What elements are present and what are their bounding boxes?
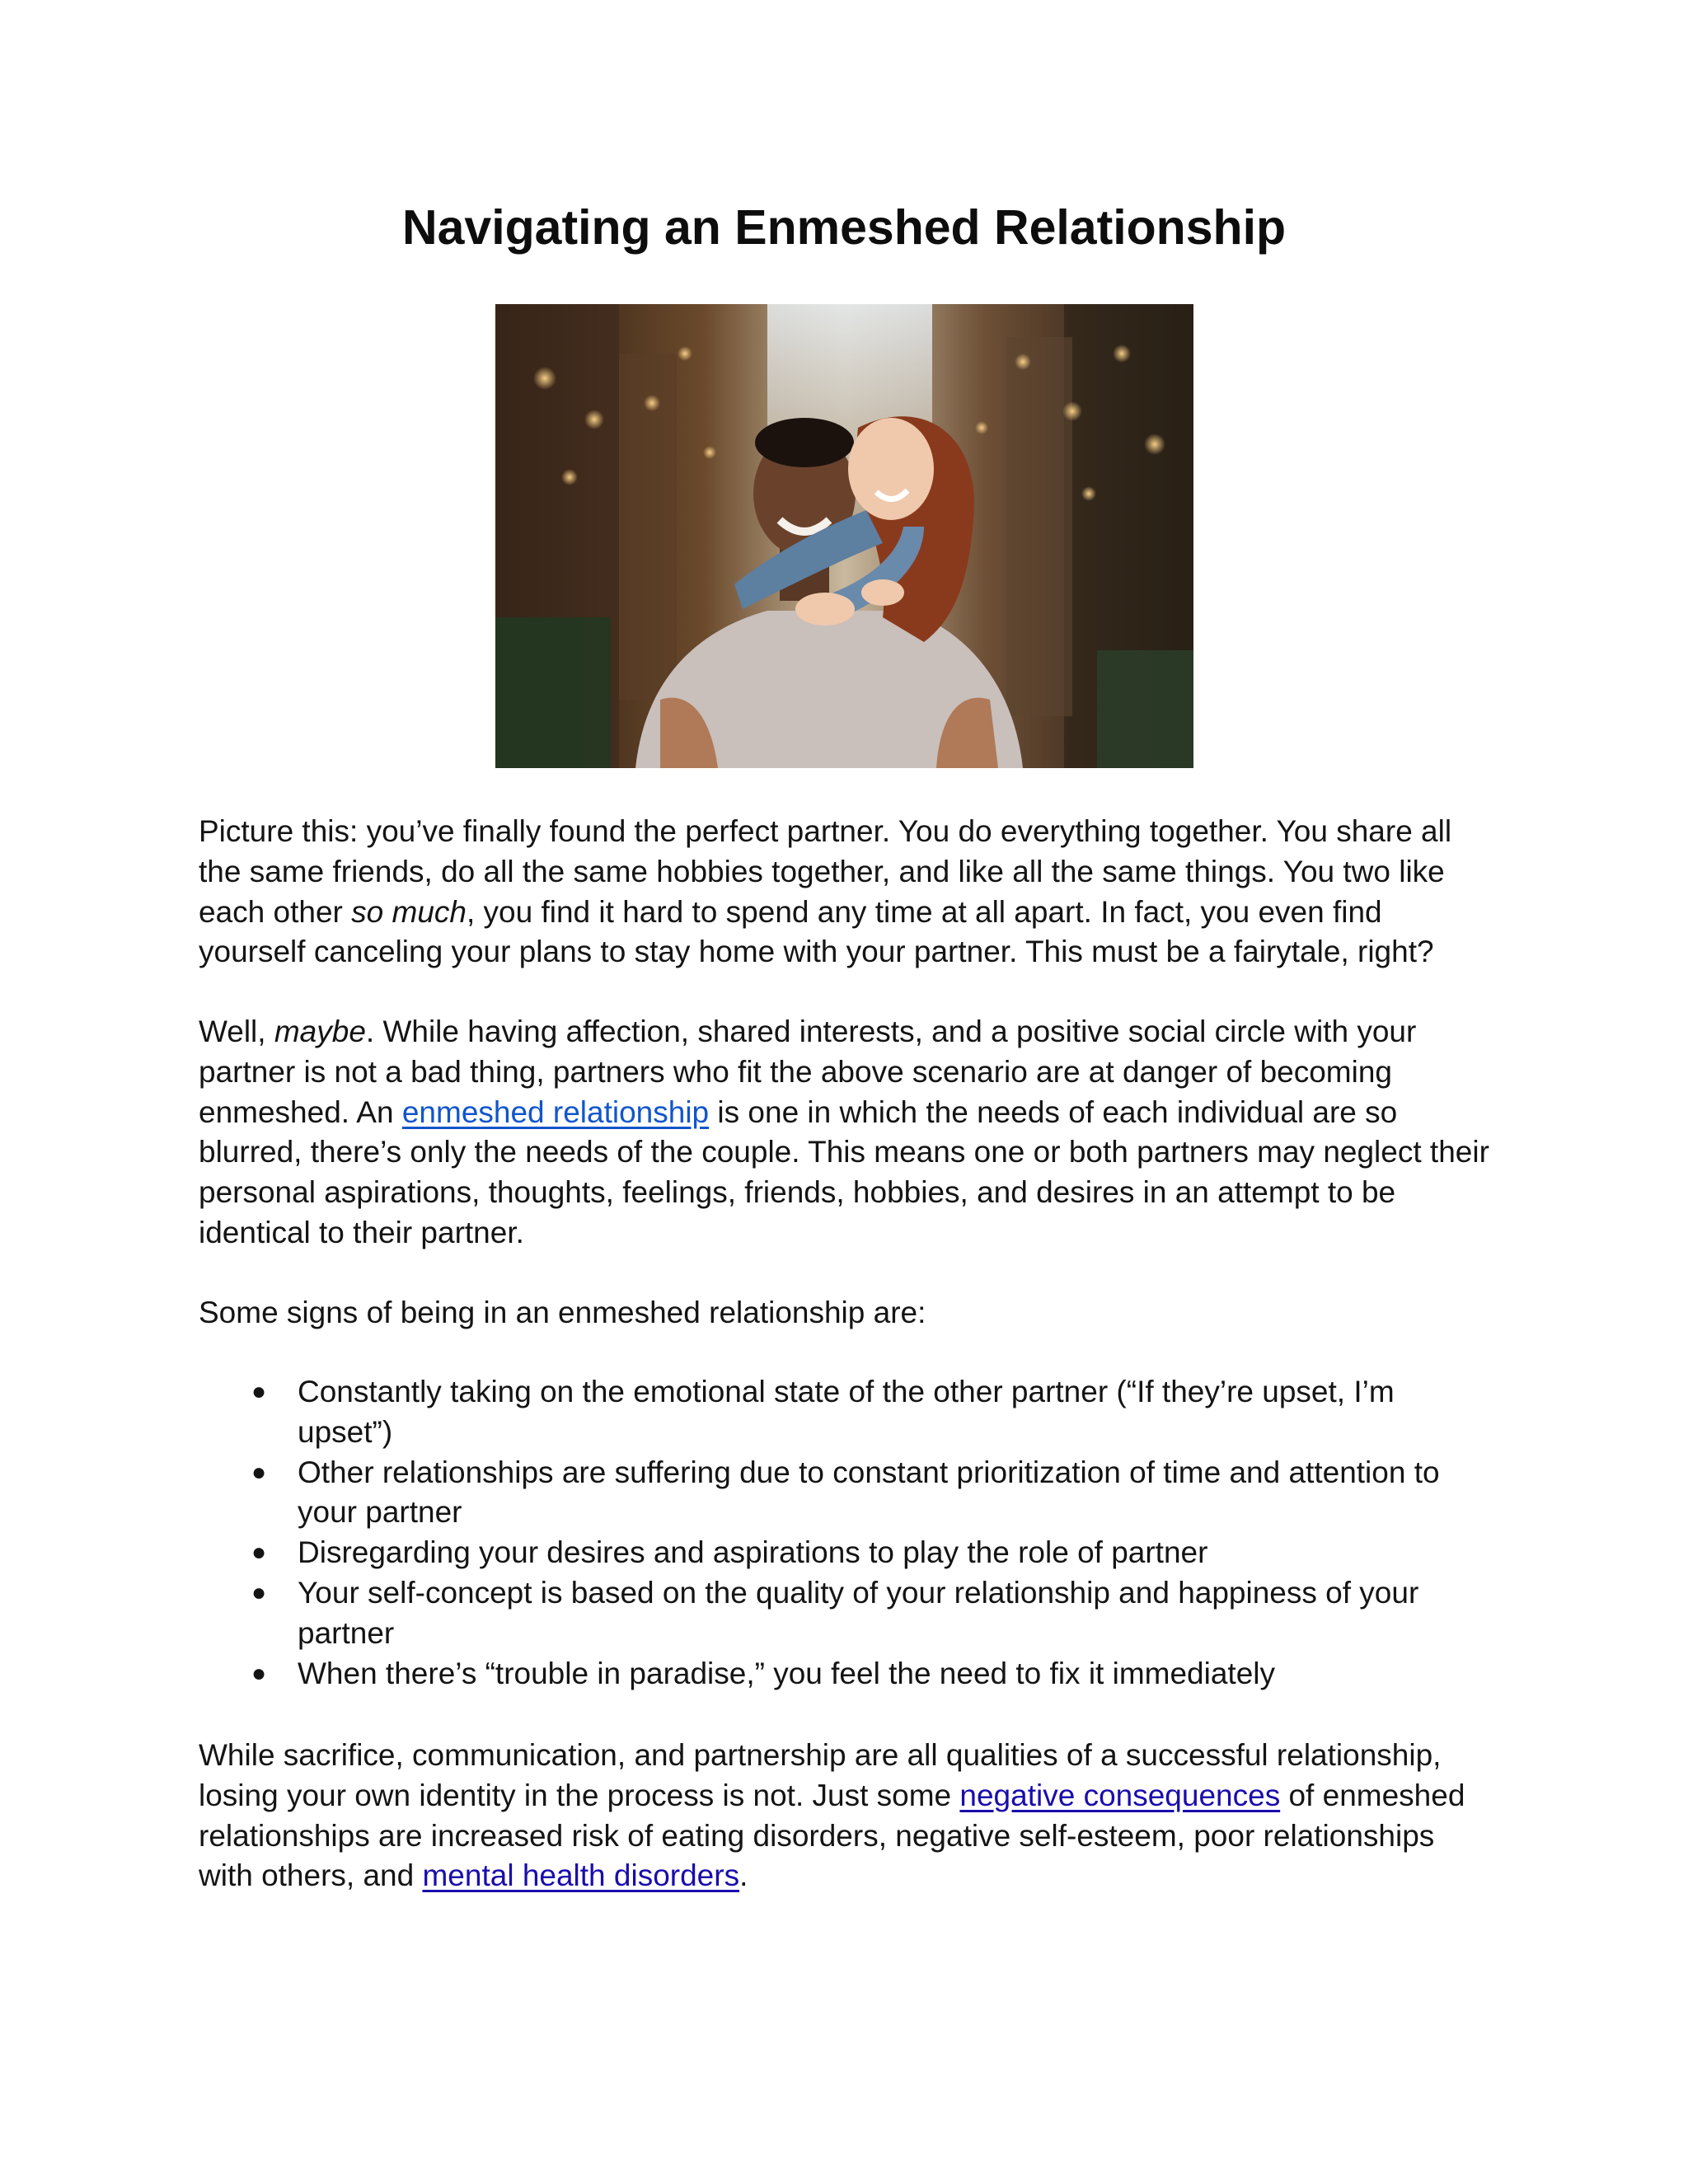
text-segment: of enmeshed — [1280, 1778, 1465, 1812]
text-line — [199, 1012, 1501, 1052]
list-item-line: partner — [298, 1615, 395, 1650]
list-item-line: upset”) — [298, 1414, 393, 1449]
text-segment: losing your own identity in the process is not. Just some — [199, 1778, 960, 1812]
negative-consequences-link[interactable]: negative consequences — [959, 1778, 1281, 1812]
couple-photo — [495, 304, 1193, 768]
text-line: yourself canceling your plans to stay home with your partner. This must be a fairytale, right? — [199, 935, 1434, 969]
paragraph-consequences — [199, 1736, 1501, 1896]
text-line: While sacrifice, communication, and partnership are all qualities of a successful relationship, — [199, 1738, 1442, 1772]
list-item — [199, 1533, 1501, 1573]
paragraph-definition — [199, 1012, 1501, 1254]
mental-health-disorders-link[interactable]: mental health disorders — [422, 1858, 740, 1893]
text-line — [199, 893, 1501, 933]
enmeshed-relationship-link[interactable]: enmeshed relationship — [401, 1094, 710, 1129]
text-segment: . — [739, 1858, 748, 1893]
text-line: relationships are increased risk of eating disorders, negative self-esteem, poor relationships — [199, 1818, 1435, 1853]
paragraph-intro — [199, 812, 1501, 972]
emphasis-text: so much — [351, 894, 467, 929]
list-item — [199, 1372, 1501, 1453]
text-segment: each other — [199, 894, 352, 929]
text-line: identical to their partner. — [199, 1215, 524, 1249]
bullet-icon: ● — [251, 1539, 267, 1567]
bullet-icon: ● — [251, 1578, 267, 1606]
text-line — [199, 1776, 1501, 1816]
bullet-icon: ● — [251, 1458, 267, 1486]
text-segment: is one in which the needs of each individual are so — [709, 1094, 1398, 1129]
signs-list — [199, 1372, 1501, 1694]
bullet-icon: ● — [251, 1659, 267, 1687]
bullet-icon: ● — [251, 1378, 267, 1405]
text-segment: , you find it hard to spend any time at all apart. In fact, you even find — [466, 894, 1382, 929]
text-line: personal aspirations, thoughts, feelings, friends, hobbies, and desires in an attempt to be — [199, 1175, 1396, 1210]
text-line: blurred, there’s only the needs of the couple. This means one or both partners may neglect their — [199, 1135, 1489, 1169]
list-item-line: Disregarding your desires and aspirations to play the role of partner — [298, 1535, 1208, 1570]
list-item — [199, 1453, 1501, 1534]
text-segment: Well, — [199, 1015, 274, 1048]
paragraph-signs-intro: Some signs of being in an enmeshed relationship are: — [199, 1296, 926, 1329]
list-item-line: your partner — [298, 1495, 462, 1530]
text-line — [199, 1093, 1501, 1133]
text-line: partner is not a bad thing, partners who fit the above scenario are at danger of becoming — [199, 1054, 1393, 1089]
list-item — [199, 1654, 1501, 1694]
text-segment: with others, and — [199, 1858, 423, 1893]
text-line: Picture this: you’ve finally found the perfect partner. You do everything together. You share all — [199, 814, 1452, 848]
text-segment: . While having affection, shared interests, and a positive social circle with your — [365, 1015, 1417, 1048]
list-item-line: When there’s “trouble in paradise,” you feel the need to fix it immediately — [298, 1656, 1275, 1690]
text-line — [199, 1856, 1501, 1896]
list-item-line: Your self-concept is based on the quality of your relationship and happiness of your — [298, 1575, 1419, 1610]
page-title: Navigating an Enmeshed Relationship — [401, 200, 1287, 255]
list-item — [199, 1573, 1501, 1654]
text-line: the same friends, do all the same hobbies together, and like all the same things. You two like — [199, 854, 1445, 888]
emphasis-text: maybe — [274, 1015, 366, 1048]
list-item-line: Constantly taking on the emotional state of the other partner (“If they’re upset, I’m — [298, 1375, 1395, 1408]
text-segment: enmeshed. An — [199, 1094, 402, 1129]
list-item-line: Other relationships are suffering due to constant prioritization of time and attention to — [298, 1455, 1440, 1489]
